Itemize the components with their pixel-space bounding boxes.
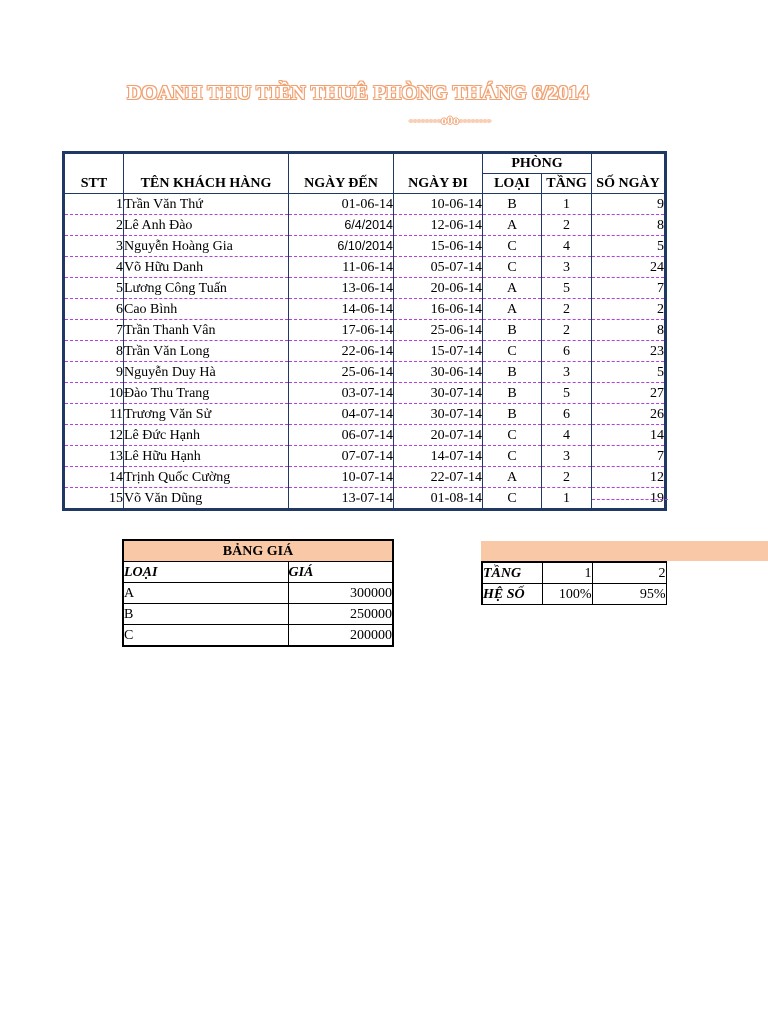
row-arrival-cell: 10-07-14 — [289, 467, 394, 488]
price-row — [123, 604, 393, 625]
row-name-cell: Nguyễn Duy Hà — [124, 362, 289, 383]
row-departure-cell: 22-07-14 — [394, 467, 483, 488]
row-stt-cell: 1 — [64, 194, 124, 215]
table-row — [64, 299, 666, 320]
row-departure-cell: 01-08-14 — [394, 488, 483, 510]
row-arrival-cell: 17-06-14 — [289, 320, 394, 341]
table-row — [64, 425, 666, 446]
row-name-cell: Trần Văn Long — [124, 341, 289, 362]
row-floor-cell: 6 — [542, 341, 592, 362]
price-row — [123, 583, 393, 604]
row-departure-cell: 25-06-14 — [394, 320, 483, 341]
row-stt-cell: 5 — [64, 278, 124, 299]
row-name-cell: Trương Văn Sử — [124, 404, 289, 425]
table-row — [64, 383, 666, 404]
row-room-type-cell: B — [483, 404, 542, 425]
table-row — [64, 341, 666, 362]
row-arrival-cell: 6/4/2014 — [289, 215, 394, 236]
row-days-cell: 7 — [592, 278, 666, 299]
row-floor-cell: 1 — [542, 194, 592, 215]
row-floor-cell: 1 — [542, 488, 592, 510]
row-days-cell: 8 — [592, 320, 666, 341]
row-arrival-cell: 06-07-14 — [289, 425, 394, 446]
price-value-cell: 300000 — [288, 583, 393, 604]
row-floor-cell: 2 — [542, 215, 592, 236]
row-stt-cell: 8 — [64, 341, 124, 362]
row-room-type-cell: C — [483, 341, 542, 362]
row-days-cell: 7 — [592, 446, 666, 467]
coef-table-header-fill — [481, 541, 768, 561]
row-arrival-cell: 14-06-14 — [289, 299, 394, 320]
price-type-cell: C — [123, 625, 288, 647]
row-floor-cell: 5 — [542, 278, 592, 299]
table-row — [64, 257, 666, 278]
row-departure-cell: 15-07-14 — [394, 341, 483, 362]
price-table — [122, 539, 394, 647]
table-row — [64, 320, 666, 341]
header-days: SỐ NGÀY — [592, 153, 666, 194]
row-name-cell: Trịnh Quốc Cường — [124, 467, 289, 488]
row-stt-cell: 14 — [64, 467, 124, 488]
row-departure-cell: 30-07-14 — [394, 383, 483, 404]
price-type-cell: A — [123, 583, 288, 604]
row-room-type-cell: C — [483, 425, 542, 446]
table-row — [64, 467, 666, 488]
row-departure-cell: 10-06-14 — [394, 194, 483, 215]
table-row — [64, 446, 666, 467]
row-room-type-cell: A — [483, 299, 542, 320]
price-type-cell: B — [123, 604, 288, 625]
row-name-cell: Võ Hữu Danh — [124, 257, 289, 278]
row-name-cell: Lê Hữu Hạnh — [124, 446, 289, 467]
header-room: PHÒNG — [483, 153, 592, 174]
row-stt-cell: 15 — [64, 488, 124, 510]
coef-label: HỆ SỐ — [482, 584, 542, 605]
row-floor-cell: 3 — [542, 362, 592, 383]
row-arrival-cell: 11-06-14 — [289, 257, 394, 278]
price-value-cell: 200000 — [288, 625, 393, 647]
row-arrival-cell: 13-07-14 — [289, 488, 394, 510]
row-name-cell: Lương Công Tuấn — [124, 278, 289, 299]
row-stt-cell: 2 — [64, 215, 124, 236]
row-name-cell: Trần Văn Thứ — [124, 194, 289, 215]
coef-floor-value: 2 — [592, 562, 666, 584]
row-floor-cell: 6 — [542, 404, 592, 425]
row-departure-cell: 12-06-14 — [394, 215, 483, 236]
price-header-price: GIÁ — [288, 562, 393, 583]
price-value-cell: 250000 — [288, 604, 393, 625]
coef-value: 95% — [592, 584, 666, 605]
row-days-cell: 23 — [592, 341, 666, 362]
row-room-type-cell: A — [483, 278, 542, 299]
row-stt-cell: 13 — [64, 446, 124, 467]
rental-table — [62, 151, 667, 511]
coef-floor-value: 1 — [542, 562, 592, 584]
table-row — [64, 488, 666, 510]
row-days-cell: 19 — [592, 488, 666, 510]
price-table-title: BẢNG GIÁ — [123, 540, 393, 562]
row-name-cell: Cao Bình — [124, 299, 289, 320]
row-floor-cell: 3 — [542, 446, 592, 467]
row-days-cell: 8 — [592, 215, 666, 236]
row-name-cell: Nguyễn Hoàng Gia — [124, 236, 289, 257]
row-room-type-cell: C — [483, 257, 542, 278]
row-floor-cell: 3 — [542, 257, 592, 278]
row-days-cell: 27 — [592, 383, 666, 404]
row-stt-cell: 9 — [64, 362, 124, 383]
row-days-cell: 5 — [592, 362, 666, 383]
row-room-type-cell: B — [483, 194, 542, 215]
row-floor-cell: 4 — [542, 236, 592, 257]
row-stt-cell: 10 — [64, 383, 124, 404]
row-room-type-cell: C — [483, 488, 542, 510]
row-days-cell: 14 — [592, 425, 666, 446]
page-title: DOANH THU TIỀN THUÊ PHÒNG THÁNG 6/2014 — [127, 82, 589, 104]
row-departure-cell: 30-07-14 — [394, 404, 483, 425]
row-room-type-cell: B — [483, 383, 542, 404]
row-room-type-cell: B — [483, 320, 542, 341]
row-stt-cell: 6 — [64, 299, 124, 320]
row-name-cell: Lê Anh Đào — [124, 215, 289, 236]
row-arrival-cell: 13-06-14 — [289, 278, 394, 299]
row-arrival-cell: 04-07-14 — [289, 404, 394, 425]
row-stt-cell: 7 — [64, 320, 124, 341]
row-floor-cell: 4 — [542, 425, 592, 446]
row-stt-cell: 11 — [64, 404, 124, 425]
row-days-cell: 24 — [592, 257, 666, 278]
row-name-cell: Võ Văn Dũng — [124, 488, 289, 510]
row-arrival-cell: 22-06-14 — [289, 341, 394, 362]
floor-coefficient-table — [481, 561, 667, 605]
row-departure-cell: 16-06-14 — [394, 299, 483, 320]
row-stt-cell: 4 — [64, 257, 124, 278]
row-room-type-cell: B — [483, 362, 542, 383]
row-departure-cell: 05-07-14 — [394, 257, 483, 278]
row-arrival-cell: 03-07-14 — [289, 383, 394, 404]
row-floor-cell: 2 — [542, 320, 592, 341]
row-days-cell: 9 — [592, 194, 666, 215]
row-floor-cell: 5 — [542, 383, 592, 404]
header-room-floor: TẦNG — [542, 174, 592, 194]
header-departure-date: NGÀY ĐI — [394, 153, 483, 194]
table-row — [64, 194, 666, 215]
row-arrival-cell: 6/10/2014 — [289, 236, 394, 257]
row-days-cell: 26 — [592, 404, 666, 425]
dashed-separator — [592, 499, 668, 500]
row-name-cell: Lê Đức Hạnh — [124, 425, 289, 446]
row-room-type-cell: C — [483, 446, 542, 467]
header-stt: STT — [64, 153, 124, 194]
row-arrival-cell: 07-07-14 — [289, 446, 394, 467]
header-room-type: LOẠI — [483, 174, 542, 194]
row-floor-cell: 2 — [542, 467, 592, 488]
rental-table-body — [64, 194, 666, 510]
row-departure-cell: 20-07-14 — [394, 425, 483, 446]
row-floor-cell: 2 — [542, 299, 592, 320]
row-arrival-cell: 01-06-14 — [289, 194, 394, 215]
price-row — [123, 625, 393, 647]
page-subtitle: --------o0o-------- — [409, 113, 491, 127]
row-stt-cell: 3 — [64, 236, 124, 257]
header-arrival-date: NGÀY ĐẾN — [289, 153, 394, 194]
row-days-cell: 5 — [592, 236, 666, 257]
table-row — [64, 236, 666, 257]
row-room-type-cell: C — [483, 236, 542, 257]
row-departure-cell: 15-06-14 — [394, 236, 483, 257]
row-days-cell: 2 — [592, 299, 666, 320]
row-name-cell: Trần Thanh Vân — [124, 320, 289, 341]
coef-floor-label: TẦNG — [482, 562, 542, 584]
price-header-type: LOẠI — [123, 562, 288, 583]
table-row — [64, 404, 666, 425]
row-stt-cell: 12 — [64, 425, 124, 446]
table-row — [64, 215, 666, 236]
row-room-type-cell: A — [483, 467, 542, 488]
coef-value: 100% — [542, 584, 592, 605]
row-room-type-cell: A — [483, 215, 542, 236]
row-departure-cell: 20-06-14 — [394, 278, 483, 299]
table-row — [64, 362, 666, 383]
row-name-cell: Đào Thu Trang — [124, 383, 289, 404]
table-row — [64, 278, 666, 299]
row-arrival-cell: 25-06-14 — [289, 362, 394, 383]
row-days-cell: 12 — [592, 467, 666, 488]
row-departure-cell: 14-07-14 — [394, 446, 483, 467]
row-departure-cell: 30-06-14 — [394, 362, 483, 383]
header-customer-name: TÊN KHÁCH HÀNG — [124, 153, 289, 194]
